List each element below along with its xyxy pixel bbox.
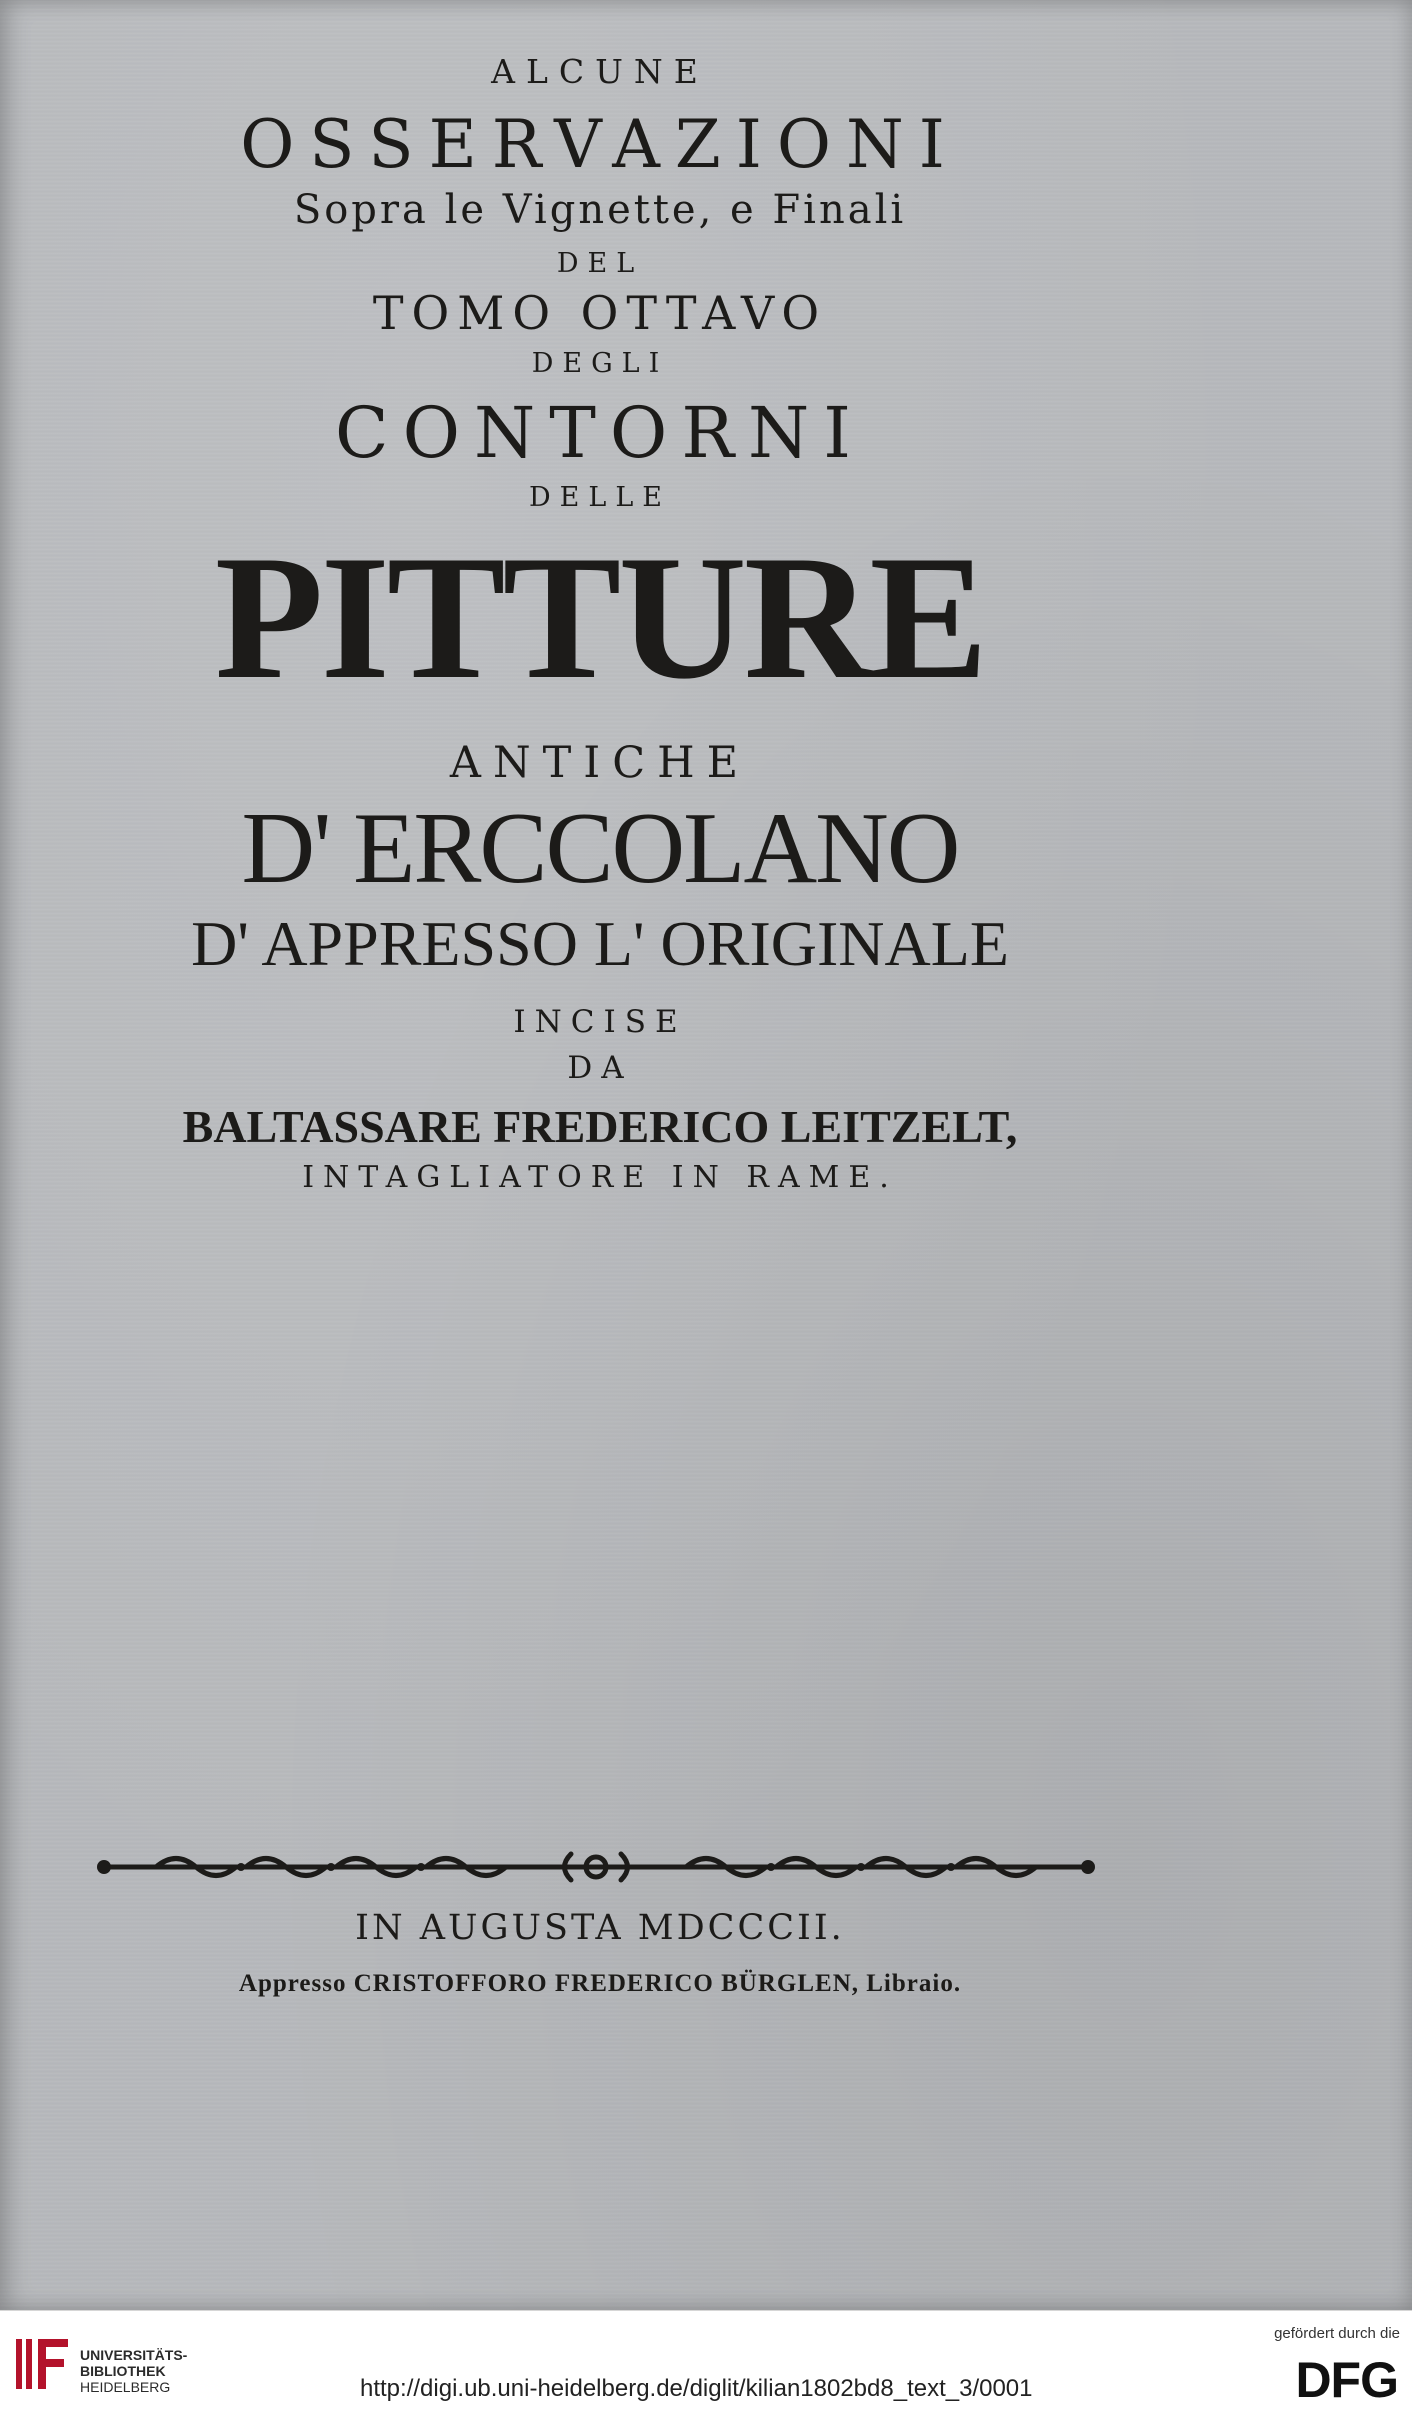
title-line-appresso-originale: D' APPRESSO L' ORIGINALE (191, 908, 1009, 979)
sponsor-label: gefördert durch die (1274, 2325, 1400, 2342)
imprint-place-date: IN AUGUSTA MDCCCII. (355, 1908, 845, 1948)
library-name-line1: UNIVERSITÄTS- (80, 2347, 188, 2363)
printer-ornament-rule (96, 1832, 1096, 1902)
title-line-incise: INCISE (513, 1004, 687, 1040)
imprint-publisher: Appresso CRISTOFFORO FREDERICO BÜRGLEN, Libraio. (238, 1970, 962, 1997)
library-name-line3: HEIDELBERG (80, 2379, 171, 2395)
title-line-alcune: ALCUNE (491, 52, 709, 91)
title-line-da: DA (567, 1050, 633, 1086)
title-line-delle: DELLE (529, 482, 671, 513)
title-line-pitture: PITTURE (214, 518, 986, 716)
engraver-name: BALTASSARE FREDERICO LEITZELT, (182, 1101, 1018, 1152)
university-library-logo-icon[interactable] (12, 2333, 72, 2395)
title-line-tomo-ottavo: TOMO OTTAVO (372, 286, 828, 340)
title-line-sopra: Sopra le Vignette, e Finali (293, 187, 907, 233)
permalink-url[interactable]: http://digi.ub.uni-heidelberg.de/diglit/kilian1802bd8_text_3/0001 (360, 2375, 1033, 2402)
title-line-antiche: ANTICHE (449, 738, 751, 788)
title-line-degli: DEGLI (531, 348, 669, 379)
engraver-title: INTAGLIATORE IN RAME. (302, 1160, 898, 1195)
university-library-name (80, 2347, 187, 2395)
title-line-del: DEL (556, 248, 644, 279)
title-line-contorni: CONTORNI (335, 392, 865, 474)
library-name-line2: BIBLIOTHEK (80, 2363, 166, 2379)
title-line-osservazioni: OSSERVAZIONI (240, 106, 960, 183)
title-line-erccolano: D' ERCCOLANO (241, 792, 959, 905)
dfg-logo[interactable]: DFG (1295, 2352, 1398, 2408)
